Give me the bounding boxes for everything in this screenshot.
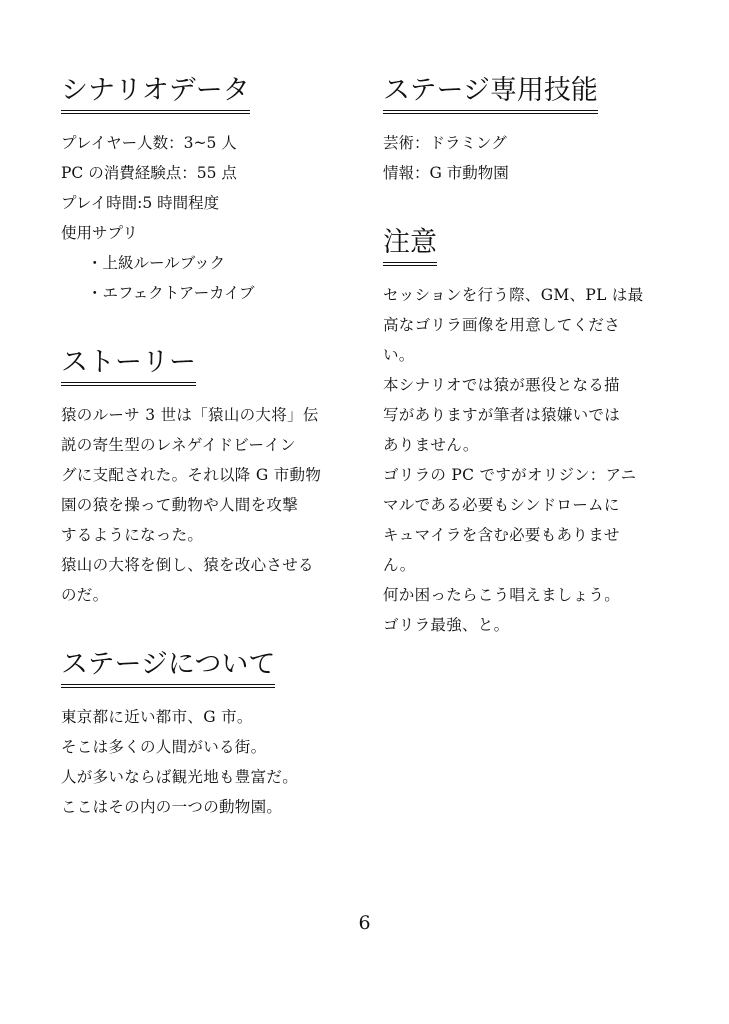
stage-skills-section [383,74,673,188]
stage-skills-heading: ステージ専用技能 [383,74,598,114]
stage-line: そこは多くの人間がいる街。 [61,738,267,756]
story-line: 説の寄生型のレネゲイドビーイン [61,436,296,454]
stage-line: 人が多いならば観光地も豊富だ。 [61,768,299,786]
story-line: 猿のルーサ 3 世は「猿山の大将」伝 [61,406,319,424]
stage-line: ここはその内の一つの動物園。 [61,798,283,816]
notes-heading: 注意 [383,226,437,266]
notes-line: ん。 [383,556,416,574]
skill-item: 芸術：ドラミング [383,134,507,152]
story-line: 園の猿を操って動物や人間を攻撃 [61,496,299,514]
story-line: のだ。 [61,586,109,604]
supplement-item: ・上級ルールブック [87,254,226,272]
notes-line: 写がありますが筆者は猿嫌いでは [383,406,621,424]
notes-line: い。 [383,346,415,364]
notes-line: キュマイラを含む必要もありませ [383,526,620,544]
stage-text [61,702,351,822]
story-line: グに支配された。それ以降 G 市動物 [61,466,322,484]
notes-line: 本シナリオでは猿が悪役となる描 [383,376,620,394]
story-text [61,400,351,610]
story-line: 猿山の大将を倒し、猿を改心させる [61,556,314,574]
story-section [61,346,351,610]
notes-line: ゴリラの PC ですがオリジン：アニ [383,466,637,484]
notes-line: 何か困ったらこう唱えましょう。 [383,586,621,604]
left-column [61,74,351,860]
story-line: するようになった。 [61,526,204,544]
notes-section [383,226,673,640]
right-column [383,74,673,678]
supplement-item: ・エフェクトアーカイブ [87,284,255,302]
stage-line: 東京都に近い都市、G 市。 [61,708,253,726]
story-heading: ストーリー [61,346,196,386]
player-count: プレイヤー人数：3~5 人 [61,134,237,152]
skill-item: 情報：G 市動物園 [383,164,509,182]
notes-line: マルである必要もシンドロームに [383,496,620,514]
scenario-data-section [61,74,351,308]
stage-section [61,648,351,822]
notes-text [383,280,673,640]
play-time: プレイ時間:5 時間程度 [61,194,220,212]
notes-line: ありません。 [383,436,479,454]
page-number: 6 [358,912,371,934]
notes-line: ゴリラ最強、と。 [383,616,510,634]
notes-line: セッションを行う際、GM、PL は最 [383,286,644,304]
stage-heading: ステージについて [61,648,275,688]
notes-line: 高なゴリラ画像を用意してくださ [383,316,621,334]
scenario-data-heading: シナリオデータ [61,74,250,114]
pc-experience-points: PC の消費経験点：55 点 [61,164,237,182]
supplements-label: 使用サプリ [61,224,138,242]
